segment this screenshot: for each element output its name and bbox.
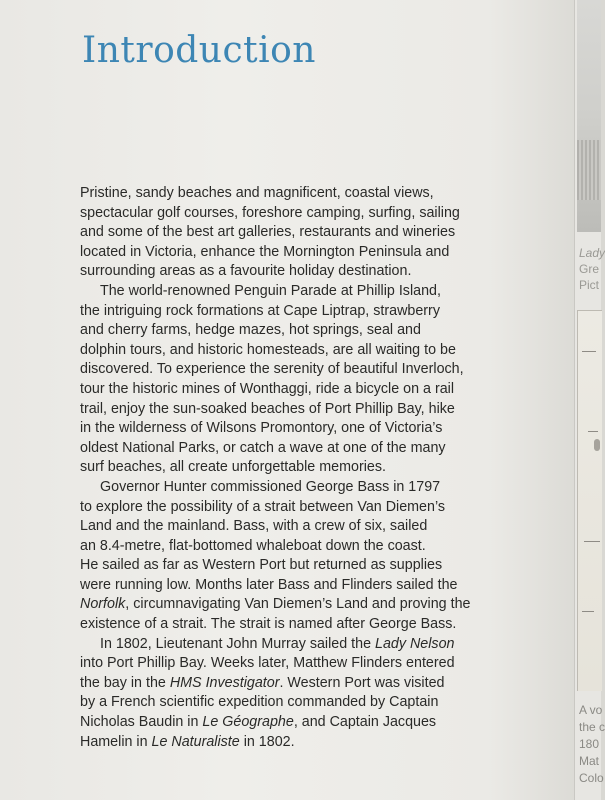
page-title: Introduction: [82, 30, 316, 71]
adjacent-page: [574, 0, 605, 800]
text-line: He sailed as far as Western Port but returned as supplies: [80, 557, 443, 574]
ship-name-hms-investigator: HMS Investigator: [169, 674, 280, 691]
text-line: oldest National Parks, or catch a wave at one of the many: [80, 439, 446, 456]
text-line: the intriguing rock formations at Cape Liptrap, strawberry: [80, 302, 440, 319]
text-line: were running low. Months later Bass and Flinders sailed the: [80, 576, 458, 593]
text-line: an 8.4-metre, flat-bottomed whaleboat down the coast.: [80, 537, 426, 554]
text-line: dolphin tours, and historic homesteads, are all waiting to be: [80, 341, 456, 358]
map-caption-line: Mat: [579, 754, 600, 768]
map-caption-line: Colo: [579, 771, 604, 785]
photo-caption-line: Pict: [579, 278, 600, 292]
text-line: by a French scientific expedition commanded by Captain: [80, 694, 439, 711]
text-line: the bay in the HMS Investigator. Western Port was visited: [80, 674, 445, 691]
photo-caption-line: Gre: [579, 262, 600, 276]
text-line: existence of a strait. The strait is named after George Bass.: [80, 616, 457, 633]
ship-name-norfolk: Norfolk: [80, 596, 126, 613]
text-line: surrounding areas as a favourite holiday destination.: [80, 263, 412, 280]
map-caption-line: the c: [579, 720, 605, 734]
text-line: Land and the mainland. Bass, with a crew of six, sailed: [80, 518, 428, 535]
body-text: [80, 184, 500, 752]
text-line: trail, enjoy the sun-soaked beaches of Port Phillip Bay, hike: [80, 400, 455, 417]
ship-name-le-geographe: Le Géographe: [202, 714, 294, 731]
photo-caption-line: Lady: [579, 246, 605, 260]
text-line: The world-renowned Penguin Parade at Phillip Island,: [100, 282, 441, 299]
map-caption-line: A vo: [579, 703, 603, 717]
map-caption-line: 180: [579, 737, 600, 751]
text-line: Governor Hunter commissioned George Bass in 1797: [100, 478, 441, 495]
historic-map: [577, 310, 602, 691]
ship-name-le-naturaliste: Le Naturaliste: [151, 733, 240, 750]
text-line: In 1802, Lieutenant John Murray sailed the Lady Nelson: [100, 635, 455, 652]
text-line: Nicholas Baudin in Le Géographe, and Captain Jacques: [80, 714, 437, 731]
text-line: to explore the possibility of a strait between Van Diemen’s: [80, 498, 446, 515]
historic-photo: [577, 0, 601, 232]
text-line: Norfolk, circumnavigating Van Diemen’s Land and proving the: [80, 596, 471, 613]
text-line: in the wilderness of Wilsons Promontory, one of Victoria’s: [80, 420, 443, 437]
map-line: [582, 611, 594, 612]
text-line: spectacular golf courses, foreshore camping, surfing, sailing: [80, 204, 460, 221]
map-feature: [594, 439, 600, 451]
text-line: tour the historic mines of Wonthaggi, ride a bicycle on a rail: [80, 380, 455, 397]
text-line: located in Victoria, enhance the Mornington Peninsula and: [80, 243, 450, 260]
text-line: discovered. To experience the serenity of beautiful Inverloch,: [80, 361, 464, 378]
text-line: surf beaches, all create unforgettable memories.: [80, 459, 386, 476]
text-line: Pristine, sandy beaches and magnificent, coastal views,: [80, 185, 434, 201]
text-line: into Port Phillip Bay. Weeks later, Matthew Flinders entered: [80, 655, 455, 672]
map-line: [584, 541, 600, 542]
text-line: and some of the best art galleries, restaurants and wineries: [80, 224, 456, 241]
ship-name-lady-nelson: Lady Nelson: [375, 635, 455, 652]
text-line: Hamelin in Le Naturaliste in 1802.: [80, 733, 295, 750]
text-line: and cherry farms, hedge mazes, hot springs, seal and: [80, 322, 421, 339]
map-line: [582, 351, 596, 352]
map-line: [588, 431, 598, 432]
